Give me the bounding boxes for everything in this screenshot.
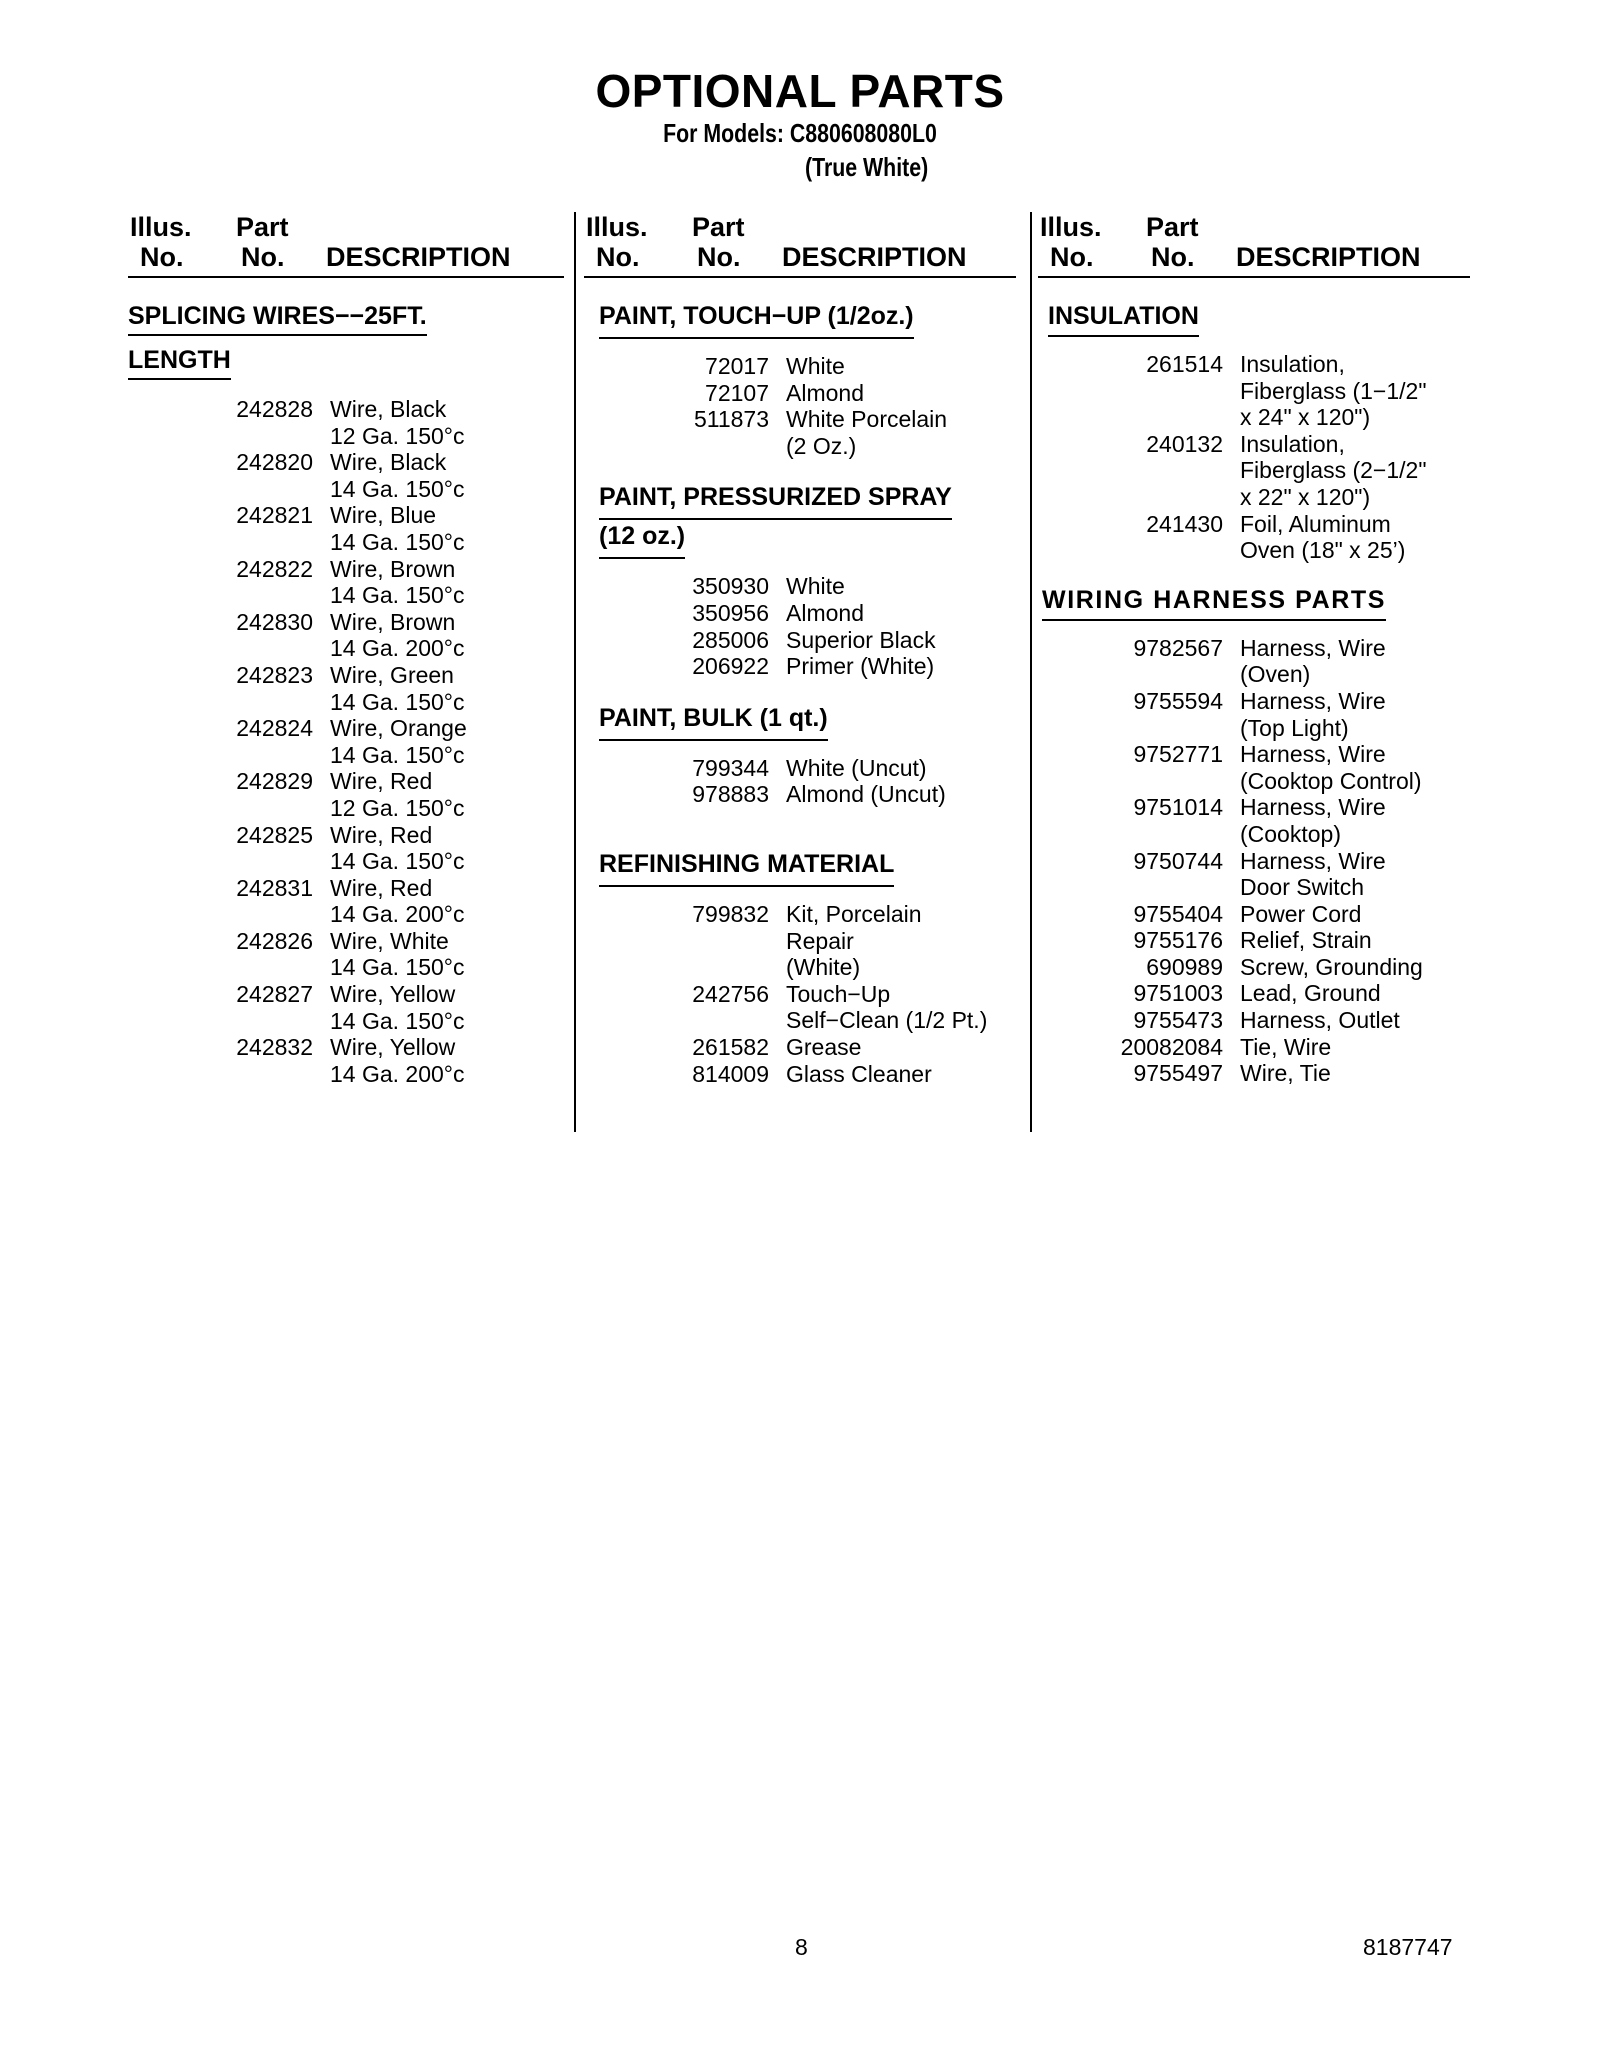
part-description: Insulation, Fiberglass (1−1/2" x 24" x 120"): [1240, 351, 1427, 431]
part-row: [1038, 1007, 1470, 1034]
part-number: 261514: [1146, 351, 1223, 377]
header-illus-no: No.: [140, 242, 184, 272]
part-description: Wire, Black 12 Ga. 150°c: [330, 396, 465, 449]
part-description: Harness, Wire (Top Light): [1240, 687, 1386, 741]
part-description: Wire, Brown 14 Ga. 150°c: [330, 555, 465, 609]
part-number: 242756: [692, 980, 769, 1007]
part-number: 242832: [236, 1034, 313, 1061]
section-paint-bulk: [599, 704, 1016, 808]
part-number: 242831: [236, 874, 313, 901]
part-description: Power Cord: [1240, 900, 1362, 927]
part-number: 9782567: [1133, 634, 1223, 661]
part-description: Harness, Outlet: [1240, 1007, 1400, 1034]
part-number: 799344: [692, 754, 769, 781]
part-description: Wire, Green 14 Ga. 150°c: [330, 661, 465, 715]
part-number: 9751014: [1133, 794, 1223, 821]
part-number: 242824: [236, 715, 313, 742]
part-row: [584, 380, 1016, 407]
part-row: [1038, 431, 1470, 511]
item-list: [1038, 351, 1470, 564]
column-header: [128, 210, 564, 278]
part-description: Wire, Tie: [1240, 1060, 1331, 1087]
part-row: [1038, 1034, 1470, 1061]
part-row: [584, 653, 1016, 680]
part-row: [128, 662, 560, 715]
document-number: 8187747: [1363, 1934, 1453, 1960]
parts-column-2: [584, 210, 1016, 1087]
part-row: [128, 396, 560, 449]
column-divider: [1030, 212, 1032, 1132]
part-number: 242830: [236, 608, 313, 635]
models-line: For Models: C880608080L0: [663, 118, 937, 148]
part-row: [584, 755, 1016, 782]
part-description: Relief, Strain: [1240, 927, 1372, 954]
part-row: [128, 981, 560, 1034]
part-description: Foil, Aluminum Oven (18" x 25’): [1240, 510, 1406, 564]
part-description: Wire, Red 14 Ga. 150°c: [330, 821, 465, 875]
part-row: [1038, 927, 1470, 954]
part-number: 242828: [236, 396, 313, 422]
item-list: [1038, 635, 1470, 1087]
part-row: [128, 928, 560, 981]
section-title: REFINISHING MATERIAL: [599, 850, 894, 887]
page-number: 8: [795, 1934, 808, 1960]
section-refinishing-material: [599, 850, 1016, 1087]
part-row: [128, 1034, 560, 1087]
part-row: [128, 502, 560, 555]
part-row: [128, 822, 560, 875]
part-description: White Porcelain (2 Oz.): [786, 406, 948, 459]
part-row: [1038, 794, 1470, 847]
part-number: 350956: [692, 599, 769, 626]
part-number: 261582: [692, 1033, 769, 1060]
part-row: [128, 715, 560, 768]
part-description: Screw, Grounding: [1240, 953, 1423, 980]
section-title: INSULATION: [1048, 302, 1199, 337]
part-row: [1038, 1060, 1470, 1087]
part-row: [128, 768, 560, 821]
part-number: 206922: [692, 653, 769, 680]
part-number: 242821: [236, 502, 313, 529]
part-row: [584, 981, 1016, 1034]
part-number: 242823: [236, 661, 313, 688]
part-number: 242820: [236, 449, 313, 476]
part-row: [584, 901, 1016, 981]
part-description: Wire, White 14 Ga. 150°c: [330, 927, 465, 981]
part-row: [584, 406, 1016, 459]
part-description: Grease: [786, 1033, 862, 1060]
part-row: [1038, 954, 1470, 981]
part-description: Insulation, Fiberglass (2−1/2" x 22" x 120"): [1240, 430, 1427, 510]
part-description: Touch−Up Self−Clean (1/2 Pt.): [786, 980, 988, 1034]
section-title: SPLICING WIRES−−25FT.: [128, 302, 427, 336]
header-description: DESCRIPTION: [1236, 242, 1421, 272]
part-row: [1038, 511, 1470, 564]
header-illus: Illus.: [130, 212, 192, 242]
part-number: 72107: [705, 379, 769, 406]
part-number: 9755594: [1133, 687, 1223, 714]
header-illus-no: No.: [596, 242, 640, 272]
part-number: 9751003: [1133, 980, 1223, 1007]
parts-column-3: [1038, 210, 1470, 1087]
color-line: (True White): [805, 152, 929, 182]
part-description: Glass Cleaner: [786, 1060, 932, 1087]
part-description: Almond: [786, 379, 864, 406]
part-number: 242829: [236, 768, 313, 795]
header-part: Part: [692, 212, 745, 242]
section-title: PAINT, TOUCH−UP (1/2oz.): [599, 302, 914, 339]
column-header: [1038, 210, 1470, 278]
part-number: 242825: [236, 821, 313, 848]
part-description: Wire, Yellow 14 Ga. 200°c: [330, 1034, 465, 1087]
part-description: Wire, Blue 14 Ga. 150°c: [330, 502, 465, 555]
part-description: Harness, Wire (Cooktop Control): [1240, 741, 1422, 794]
part-description: Lead, Ground: [1240, 980, 1381, 1007]
part-number: 9755404: [1133, 900, 1223, 927]
part-number: 9755497: [1133, 1060, 1223, 1087]
item-list: [128, 396, 560, 1087]
part-row: [1038, 351, 1470, 431]
column-divider: [574, 212, 576, 1132]
part-number: 9755473: [1133, 1007, 1223, 1034]
part-description: Harness, Wire Door Switch: [1240, 847, 1386, 901]
part-number: 9750744: [1133, 847, 1223, 874]
page-title: OPTIONAL PARTS: [595, 65, 1005, 117]
column-header: [584, 210, 1016, 278]
part-row: [128, 609, 560, 662]
item-list: [584, 353, 1016, 459]
section-splicing-wires: [128, 302, 560, 1087]
part-row: [1038, 688, 1470, 741]
part-number: 799832: [692, 900, 769, 927]
section-paint-pressurized-spray: [599, 483, 1016, 679]
part-number: 240132: [1146, 430, 1223, 457]
part-number: 72017: [705, 353, 769, 379]
part-description: Almond (Uncut): [786, 781, 946, 808]
part-row: [584, 1034, 1016, 1061]
part-number: 814009: [692, 1060, 769, 1087]
header-part: Part: [236, 212, 289, 242]
part-row: [1038, 901, 1470, 928]
section-title: LENGTH: [128, 346, 231, 380]
header-illus-no: No.: [1050, 242, 1094, 272]
part-number: 978883: [692, 781, 769, 808]
part-number: 285006: [692, 626, 769, 653]
part-row: [128, 449, 560, 502]
part-number: 9752771: [1133, 741, 1223, 768]
part-number: 511873: [693, 406, 769, 433]
part-description: Primer (White): [786, 653, 935, 680]
part-row: [128, 875, 560, 928]
header-description: DESCRIPTION: [326, 242, 511, 272]
part-number: 690989: [1146, 953, 1223, 980]
part-description: White: [786, 573, 845, 600]
part-number: 242827: [236, 981, 313, 1008]
part-description: White: [786, 353, 845, 379]
section-title: PAINT, BULK (1 qt.): [599, 704, 828, 741]
part-row: [1038, 635, 1470, 688]
part-description: Harness, Wire (Cooktop): [1240, 794, 1386, 847]
header-description: DESCRIPTION: [782, 242, 967, 272]
item-list: [584, 573, 1016, 679]
part-number: 350930: [692, 573, 769, 600]
part-row: [584, 600, 1016, 627]
part-description: Wire, Orange 14 Ga. 150°c: [330, 715, 467, 768]
part-description: Wire, Red 14 Ga. 200°c: [330, 874, 465, 928]
part-description: Wire, Red 12 Ga. 150°c: [330, 768, 465, 821]
item-list: [584, 755, 1016, 808]
part-row: [1038, 848, 1470, 901]
part-description: Tie, Wire: [1240, 1033, 1332, 1060]
section-title: WIRING HARNESS PARTS: [1042, 586, 1386, 621]
header-part-no: No.: [241, 242, 285, 272]
part-description: White (Uncut): [786, 754, 927, 781]
part-row: [1038, 741, 1470, 794]
part-row: [584, 573, 1016, 600]
part-row: [584, 627, 1016, 654]
part-description: Wire, Black 14 Ga. 150°c: [330, 449, 465, 502]
part-number: 242822: [236, 555, 313, 582]
part-description: Kit, Porcelain Repair (White): [786, 900, 922, 981]
header-part: Part: [1146, 212, 1199, 242]
part-row: [584, 1061, 1016, 1088]
part-description: Wire, Brown 14 Ga. 200°c: [330, 608, 465, 662]
part-description: Almond: [786, 599, 864, 626]
header-illus: Illus.: [1040, 212, 1102, 242]
part-row: [1038, 980, 1470, 1007]
part-description: Harness, Wire (Oven): [1240, 634, 1386, 688]
header-illus: Illus.: [586, 212, 648, 242]
part-number: 242826: [236, 927, 313, 954]
header-part-no: No.: [1151, 242, 1195, 272]
section-title: PAINT, PRESSURIZED SPRAY: [599, 483, 952, 520]
part-row: [584, 353, 1016, 380]
part-row: [584, 781, 1016, 808]
part-description: Wire, Yellow 14 Ga. 150°c: [330, 981, 465, 1034]
header-part-no: No.: [697, 242, 741, 272]
section-insulation: [1048, 302, 1470, 564]
item-list: [584, 901, 1016, 1087]
section-paint-touch-up: [599, 302, 1016, 459]
part-row: [128, 556, 560, 609]
part-description: Superior Black: [786, 626, 936, 653]
part-number: 9755176: [1133, 927, 1223, 954]
section-wiring-harness-parts: [1042, 586, 1470, 1087]
parts-column-1: [128, 210, 560, 1087]
section-title: (12 oz.): [599, 522, 685, 559]
part-number: 20082084: [1120, 1033, 1223, 1060]
part-number: 241430: [1146, 510, 1223, 537]
